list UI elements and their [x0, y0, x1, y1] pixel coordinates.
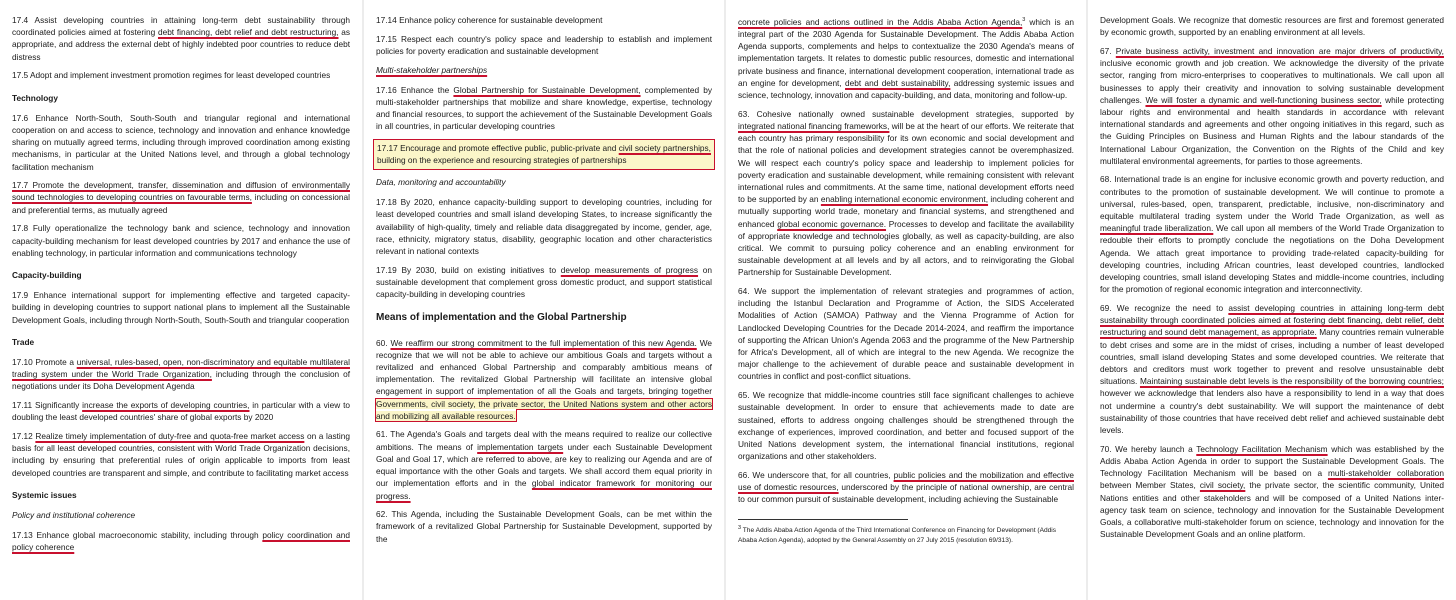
- para-67: 67. Private business activity, investment and innovation are major drivers of productivity, inclusive economic growth and job creation. We acknowledge the diversity of the private sector, ranging from micro-enterprises to cooperatives to multinationals. We call upon all businesses to apply their creativity and innovation to solving sustainable development challenges. We will foster a dynamic and well-functioning business sector, while protecting labour rights and environmental and health standards in accordance with relevant international standards and agreements and other ongoing initiatives in this regard, such as the Guiding Principles on Business and Human Rights and the labour standards of the International Labour Organization, the Convention on the Rights of the Child and key multilateral environmental agreements, for parties to those agreements.: [1100, 45, 1444, 166]
- highlight-underline: universal, rules-based, open, non-discriminatory and equitable multilateral trading system under the World Trade Organization,: [12, 356, 350, 380]
- highlight-underline: policy coordination and policy coherence: [12, 530, 350, 553]
- highlight-underline: Global Partnership for Sustainable Development,: [453, 84, 641, 95]
- highlight-underline: multi-stakeholder collaboration: [1327, 468, 1444, 479]
- section-heading-systemic: Systemic issues: [12, 489, 77, 500]
- page-4: [1088, 0, 1456, 600]
- para-62-cont: concrete policies and actions outlined in the Addis Ababa Action Agenda,$^3$ which is an integral part of the 2030 Agenda for Sustainable Development. The Addis Ababa Action Agenda supports, complements and helps to contextualize the 2030 Agenda's means of implementation targets. It relates to domestic public resources, domestic and international private business and finance, international development cooperation, international trade as an engine for development, debt and debt sustainability, addressing systemic issues and science, technology, innovation and capacity-building, and data, monitoring and follow-up.: [738, 16, 1074, 100]
- para-17-10: 17.10 Promote a universal, rules-based, open, non-discriminatory and equitable multilateral trading system under the World Trade Organization, including through the conclusion of negotiations under its Doha Development Agenda: [12, 356, 350, 392]
- highlight-underline: Technology Facilitation Mechanism: [1196, 443, 1328, 454]
- page-1: [0, 0, 362, 600]
- para-17-18: 17.18 By 2020, enhance capacity-building support to developing countries, including for least developed countries and small island developing States, to increase significantly the availability of high-quality, timely and reliable data disaggregated by income, gender, age, race, ethnicity, migratory status, disability, geographic location and other characteristics relevant in national contexts: [376, 197, 712, 257]
- highlight-underline: We reaffirm our strong commitment to the full implementation of this new Agenda.: [390, 337, 697, 348]
- para-61: 61. The Agenda's Goals and targets deal with the means required to realize our collective ambitions. The means of implementation targets under each Sustainable Development Goal and Goal 17, which are referred to above, are key to realizing our Agenda and are of equal importance with the other Goals and targets. We shall accord them equal priority in our implementation efforts and in the global indicator framework for monitoring our progress.: [376, 429, 712, 501]
- highlight-underline: civil society,: [1199, 480, 1246, 491]
- highlight-underline: Maintaining sustainable debt levels is the responsibility of the borrowing countries;: [1139, 376, 1444, 387]
- para-17-17-boxed: 17.17 Encourage and promote effective public, public-private and civil society partnerships, building on the experience and resourcing strategies of partnerships: [373, 139, 715, 169]
- para-17-6: 17.6 Enhance North-South, South-South and triangular regional and international cooperation on and access to science, technology and innovation and enhance knowledge sharing on mutually agreed terms, including through improved coordination among existing mechanisms, in particular at the United Nations level, and through a global technology facilitation mechanism: [12, 112, 350, 172]
- para-17-5: 17.5 Adopt and implement investment promotion regimes for least developed countries: [12, 70, 331, 81]
- para-70: 70. We hereby launch a Technology Facilitation Mechanism which was established by the Addis Ababa Action Agenda in order to support the Sustainable Development Goals. The Technology Facilitation Mechanism will be based on a multi-stakeholder collaboration between Member States, civil society, the private sector, the scientific community, United Nations entities and other stakeholders and will be composed of a United Nations inter-agency task team on science, technology and innovation for the Sustainable Development Goals, a collaborative multi-stakeholder forum on science, technology and innovation for the Sustainable Development Goals and an online platform.: [1100, 443, 1445, 540]
- para-69: 69. We recognize the need to assist developing countries in attaining long-term debt sustainability through coordinated policies aimed at fostering debt financing, debt relief, debt restructuring and sound debt management, as appropriate. Many countries remain vulnerable to debt crises and some are in the midst of crises, including a number of least developed countries, small island developing States and some developed countries. We reiterate that debtors and creditors must work together to prevent and resolve unsustainable debt situations. Maintaining sustainable debt levels is the responsibility of the borrowing countries; however we acknowledge that lenders also have a responsibility to lend in a way that does not undermine a country's debt sustainability. We will support the maintenance of debt sustainability of those countries that have received debt relief and achieved sustainable debt levels.: [1100, 302, 1444, 435]
- section-heading-trade: Trade: [12, 336, 35, 347]
- section-heading-means: Means of implementation and the Global Partnership: [376, 312, 627, 324]
- highlight-underline: meaningful trade liberalization.: [1100, 223, 1214, 234]
- para-17-7: 17.7 Promote the development, transfer, dissemination and diffusion of environmentally sound technologies to developing countries on favourable terms, including on concessional and preferential terms, as mutually agreed: [12, 180, 350, 215]
- para-17-14: 17.14 Enhance policy coherence for sustainable development: [376, 15, 603, 25]
- section-heading-technology: Technology: [12, 92, 58, 103]
- subheading-policy: Policy and institutional coherence: [12, 510, 136, 520]
- highlight-underline: global indicator framework for monitoring our progress.: [376, 478, 712, 501]
- para-66-cont: Development Goals. We recognize that domestic resources are first and foremost generated by economic growth, supported by an enabling environment at all levels.: [1100, 15, 1444, 38]
- para-17-4: 17.4 Assist developing countries in attaining long-term debt sustainability through coordinated policies aimed at fostering debt financing, debt relief and debt restructuring, as appropriate, and address the external debt of highly indebted poor countries to reduce debt distress: [12, 15, 350, 62]
- section-heading-capacity: Capacity-building: [12, 269, 82, 280]
- subheading-multi-stakeholder: Multi-stakeholder partnerships: [376, 64, 488, 75]
- highlight-underline: implementation targets: [477, 441, 564, 452]
- footnote-divider: [738, 519, 908, 520]
- highlight-underline: integrated national financing frameworks,: [738, 120, 890, 131]
- highlight-underline: civil society partnerships,: [618, 143, 711, 154]
- highlight-box: Governments, civil society, the private sector, the United Nations system and other actors and mobilizing all available resources.: [376, 398, 712, 421]
- highlight-underline: global economic governance.: [777, 218, 887, 229]
- para-17-11: 17.11 Significantly increase the exports of developing countries, in particular with a view to doubling the least developed countries' share of global exports by 2020: [12, 400, 350, 423]
- para-60: 60. We reaffirm our strong commitment to the full implementation of this new Agenda. We recognize that we will not be able to achieve our ambitious Goals and targets without a revitalized and enhanced Global Partnership and comparably ambitious means of implementation. The revitalized Global Partnership will facilitate an intensive global engagement in support of implementation of all the Goals and targets, bringing together Governments, civil society, the private sector, the United Nations system and other actors and mobilizing all available resources.: [376, 337, 712, 421]
- highlight-underline: public policies and the mobilization and effective use of domestic resources,: [738, 469, 1074, 493]
- para-62: 62. This Agenda, including the Sustainable Development Goals, can be met within the framework of a revitalized Global Partnership for Sustainable Development, supported by the: [376, 509, 712, 544]
- highlight-underline: Private business activity, investment and innovation are major drivers of productivity,: [1115, 45, 1444, 56]
- highlight-underline: concrete policies and actions outlined in the Addis Ababa Action Agenda,: [738, 16, 1023, 27]
- para-17-16: 17.16 Enhance the Global Partnership for Sustainable Development, complemented by multi-stakeholder partnerships that mobilize and share knowledge, expertise, technology and financial resources, to support the achievement of the Sustainable Development Goals in all countries, in particular developing countries: [376, 84, 712, 132]
- highlight-underline: assist developing countries in attaining long-term debt sustainability through coordinated policies aimed at fostering debt financing, debt relief, debt restructuring and sound debt management, as appropriate.: [1100, 302, 1444, 338]
- para-64: 64. We support the implementation of relevant strategies and programmes of action, including the Istanbul Declaration and Programme of Action, the SIDS Accelerated Modalities of Action (SAMOA) Pathway and the Vienna Programme of Action for Landlocked Developing Countries for the Decade 2014-2024, and reaffirm the importance of supporting the African Union's Agenda 2063 and the programme of the New Partnership for Africa's Development, all of which are integral to the new Agenda. We recognize the major challenge to the achievement of durable peace and sustainable development in countries in conflict and post-conflict situations.: [738, 286, 1074, 382]
- highlight-underline: We will foster a dynamic and well-functioning business sector,: [1145, 94, 1382, 105]
- page-2: [364, 0, 724, 600]
- para-17-12: 17.12 Realize timely implementation of duty-free and quota-free market access on a lasting basis for all least developed countries, consistent with World Trade Organization decisions, including by ensuring that preferential rules of origin applicable to imports from least developed countries are transparent and simple, and contribute to facilitating market access: [12, 430, 350, 478]
- page-3: [726, 0, 1086, 600]
- highlight-underline: debt and debt sustainability,: [845, 77, 951, 88]
- para-63: 63. Cohesive nationally owned sustainable development strategies, supported by integrated national financing frameworks, will be at the heart of our efforts. We reiterate that each country has primary responsibility for its own economic and social development and that the role of national policies and development strategies cannot be overemphasized. We will respect each country's policy space and leadership to implement policies for poverty eradication and sustainable development, while remaining consistent with relevant international rules and commitments. At the same time, national development efforts need to be supported by an enabling international economic environment, including coherent and mutually supporting world trade, monetary and financial systems, and strengthened and enhanced global economic governance. Processes to develop and facilitate the availability of appropriate knowledge and technologies globally, as well as capacity-building, are also critical. We commit to pursuing policy coherence and an enabling environment for sustainable development at all levels and by all actors, and to reinvigorating the Global Partnership for Sustainable Development.: [738, 108, 1075, 278]
- highlight-underline: debt financing, debt relief and debt restructuring,: [157, 27, 339, 38]
- highlight-underline: enabling international economic environment,: [820, 194, 989, 205]
- para-68: 68. International trade is an engine for inclusive economic growth and poverty reduction, and contributes to the promotion of sustainable development. We will continue to promote a universal, rules-based, open, transparent, predictable, inclusive, non-discriminatory and equitable multilateral trading system under the World Trade Organization, as well as meaningful trade liberalization. We call upon all members of the World Trade Organization to redouble their efforts to promptly conclude the negotiations on the Doha Development Agenda. We attach great importance to providing trade-related capacity-building for developing countries, including African countries, least developed countries, landlocked developing countries, small island developing States and middle-income countries, including for the promotion of regional economic integration and interconnectivity.: [1100, 174, 1444, 295]
- para-17-9: 17.9 Enhance international support for implementing effective and targeted capacity-building in developing countries to support national plans to implement all the Sustainable Development Goals, including through North-South, South-South and triangular cooperation: [12, 290, 350, 325]
- para-17-8: 17.8 Fully operationalize the technology bank and science, technology and innovation capacity-building mechanism for least developed countries by 2017 and enhance the use of enabling technology, in particular information and communications technology: [12, 223, 350, 258]
- para-17-19: 17.19 By 2030, build on existing initiatives to develop measurements of progress on sustainable development that complement gross domestic product, and support statistical capacity-building in developing countries: [376, 264, 712, 300]
- subheading-data: Data, monitoring and accountability: [376, 177, 506, 188]
- footnote: $^3$ The Addis Ababa Action Agenda of the Third International Conference on Financing for Development (Addis Ababa Action Agenda), adopted by the General Assembly on 27 July 2015 (resolution 69/313).: [738, 525, 1057, 544]
- highlight-underline: develop measurements of progress: [560, 264, 699, 275]
- para-66: 66. We underscore that, for all countries, public policies and the mobilization and effective use of domestic resources, underscored by the principle of national ownership, are central to our common pursuit of sustainable development, including achieving the Sustainable: [738, 469, 1074, 505]
- para-65: 65. We recognize that middle-income countries still face significant challenges to achieve sustainable development. In order to ensure that achievements made to date are sustained, efforts to address ongoing challenges should be strengthened through the exchange of experiences, improved coordination, and better and focused support of the United Nations development system, the international financial institutions, regional organizations and other stakeholders.: [738, 390, 1074, 462]
- highlight-underline: 17.7 Promote the development, transfer, dissemination and diffusion of environmentally sound technologies to developing countries on favourable terms,: [12, 180, 350, 203]
- para-17-15: 17.15 Respect each country's policy space and leadership to establish and implement policies for poverty eradication and sustainable development: [376, 33, 712, 56]
- highlight-underline: increase the exports of developing countries,: [82, 400, 250, 411]
- para-17-13: 17.13 Enhance global macroeconomic stability, including through policy coordination and policy coherence: [12, 530, 350, 553]
- highlight-underline: Realize timely implementation of duty-free and quota-free market access: [35, 430, 305, 441]
